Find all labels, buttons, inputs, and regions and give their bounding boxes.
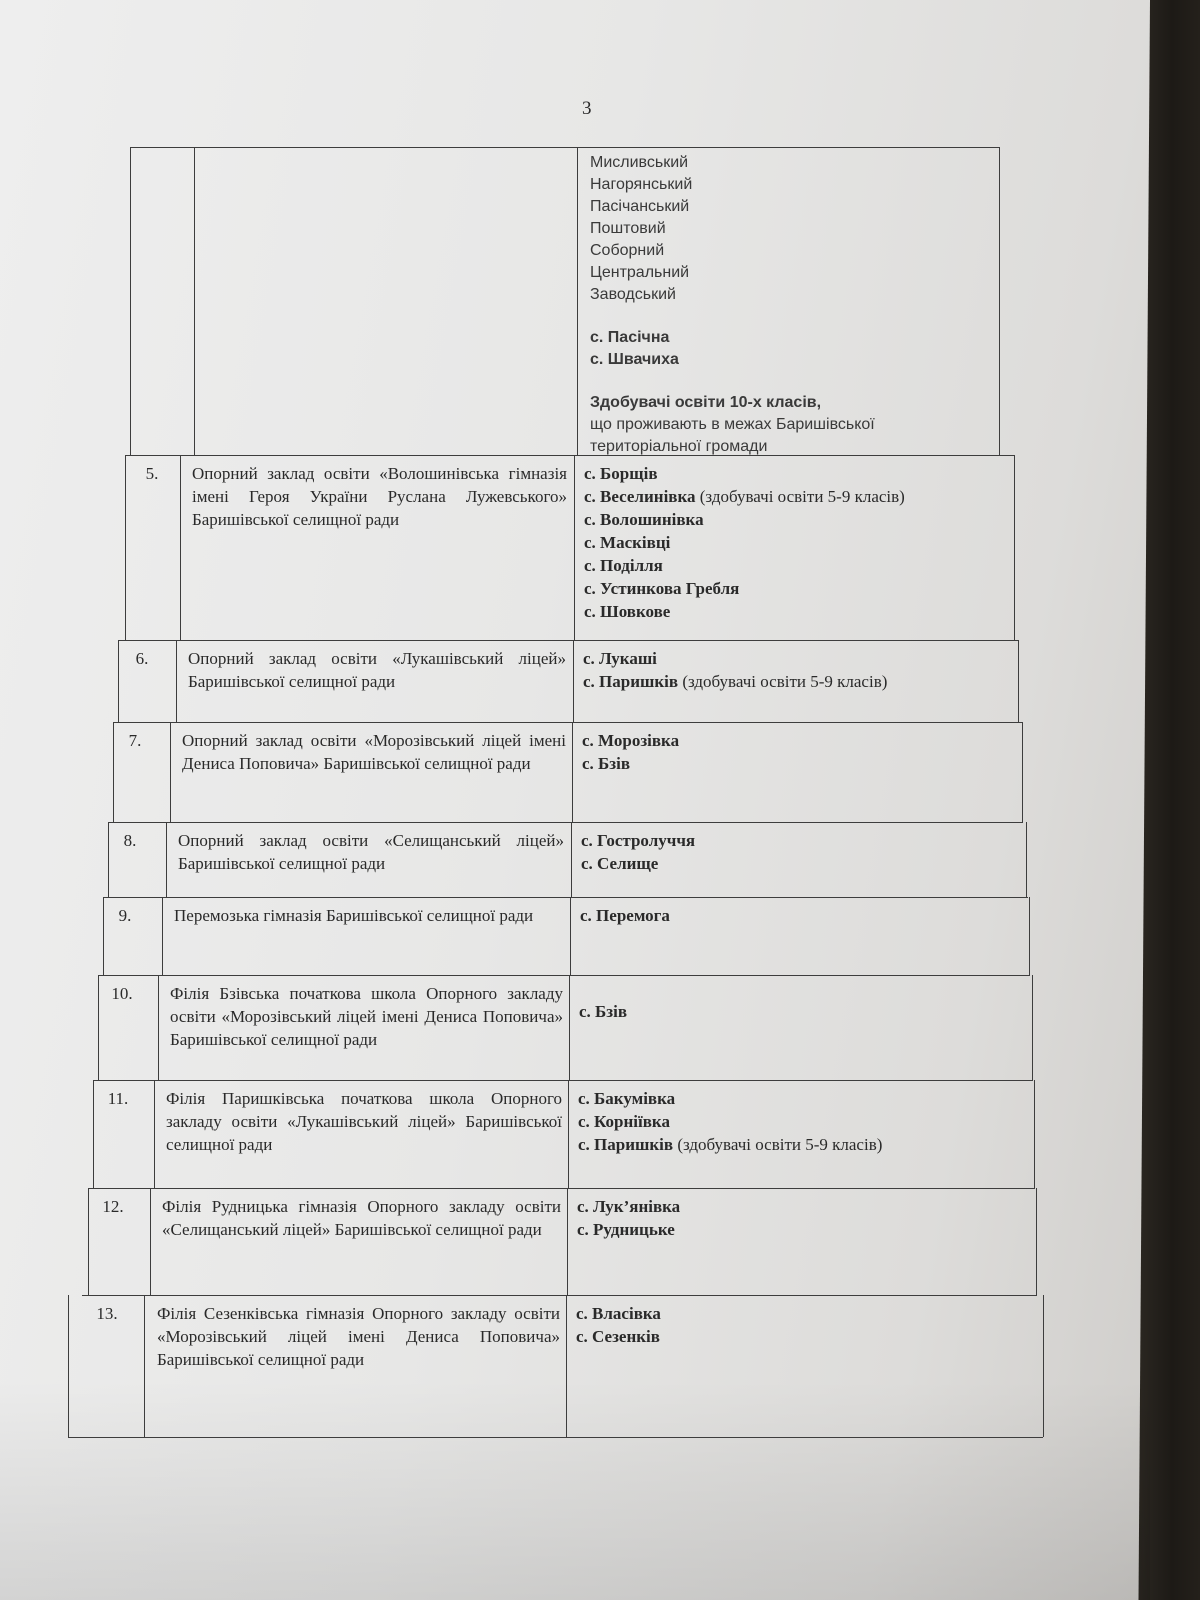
row-number: 12. [102,1197,124,1216]
row-divider [108,822,1023,823]
village-name: с. Перемога [580,906,670,925]
column-border [194,147,195,455]
row-number: 13. [96,1304,118,1323]
column-border [577,147,578,455]
column-border [1018,640,1019,722]
column-border [566,1295,567,1437]
villages-list [583,647,1015,693]
row-divider [103,897,1028,898]
column-border [1043,1295,1044,1437]
column-border [572,722,573,822]
grade-note: (здобувачі освіти 5-9 класів) [695,487,905,506]
column-border [158,975,159,1080]
street-name: Заводський [590,286,676,303]
village-name: с. Бзів [579,1002,628,1021]
village-name: с. Швачиха [590,351,679,368]
column-border [170,722,171,822]
column-border [162,897,163,975]
table-bottom-border [68,1437,1043,1438]
villages-list [582,729,1017,775]
grade-note: (здобувачі освіти 5-9 класів) [673,1135,883,1154]
column-border [1034,1080,1035,1188]
villages-list [581,829,1021,875]
village-name: с. Лукаші [583,649,657,668]
village-name: с. Пасічна [590,329,670,346]
village-name: с. Волошинівка [584,510,704,529]
column-border [1026,822,1027,897]
column-border [568,1080,569,1188]
grade-note: (здобувачі освіти 5-9 класів) [678,672,888,691]
village-name: с. Морозівка [582,731,680,750]
village-name: с. Паришків [578,1135,674,1154]
village-name: с. Бакумівка [578,1089,676,1108]
column-border [1032,975,1033,1080]
school-name: Опорний заклад освіти «Морозівський ліцей імені Дениса Поповича» Баришівської селищної ради [182,731,566,773]
column-border [567,1188,568,1295]
row-number: 6. [135,649,149,668]
villages-list [579,1000,1027,1023]
column-border [1036,1188,1037,1295]
column-border [569,975,570,1080]
column-border [166,822,167,897]
row-divider [113,722,1023,723]
school-name: Філія Сезенківська гімназія Опорного закладу освіти «Морозівський ліцей імені Дениса Поповича» Баришівської селищної ради [157,1304,560,1369]
column-border [571,822,572,897]
row-number: 5. [145,464,159,483]
school-name: Філія Бзівська початкова школа Опорного закладу освіти «Морозівський ліцей імені Дениса Поповича» Баришівської селищної ради [170,984,563,1049]
column-border [150,1188,151,1295]
note-line: що проживають в межах Баришівської [590,416,875,433]
row-number: 10. [111,984,133,1003]
villages-list [576,1302,1036,1348]
villages-list [577,1195,1032,1241]
column-border [130,147,131,455]
column-border [574,455,575,640]
column-border [68,1295,69,1437]
village-name: с. Шовкове [584,602,671,621]
village-name: с. Масківці [584,533,671,552]
row-divider [93,1080,1033,1081]
village-name: с. Власівка [576,1304,661,1323]
column-border [154,1080,155,1188]
school-name: Філія Рудницька гімназія Опорного закладу освіти «Селищанський ліцей» Баришівської селищної ради [162,1197,561,1239]
column-border [1029,897,1030,975]
page-number: 3 [582,98,592,119]
row-number: 9. [118,906,132,925]
row-divider [98,975,1030,976]
village-name: с. Корніївка [578,1112,670,1131]
continued-row-streets [590,152,995,458]
street-name: Соборний [590,242,665,259]
school-name: Опорний заклад освіти «Лукашівський ліцей» Баришівської селищної ради [188,649,566,691]
village-name: с. Лук’янівка [577,1197,681,1216]
village-name: с. Паришків [583,672,679,691]
villages-list [578,1087,1030,1156]
village-name: с. Борщів [584,464,658,483]
street-name: Центральний [590,264,690,281]
school-name: Опорний заклад освіти «Селищанський ліцей» Баришівської селищної ради [178,831,564,873]
note-heading: Здобувачі освіти 10-х класів, [590,394,822,411]
street-name: Мисливський [590,154,689,171]
row-number: 7. [128,731,142,750]
column-border [144,1295,145,1437]
column-border [1022,722,1023,822]
village-name: с. Гостролуччя [581,831,696,850]
column-border [570,897,571,975]
village-name: с. Сезенків [576,1327,660,1346]
table-top-border [130,147,1000,148]
note-line: територіальної громади [590,438,768,455]
street-name: Нагорянський [590,176,693,193]
village-name: с. Устинкова Гребля [584,579,740,598]
column-border [573,640,574,722]
school-name: Опорний заклад освіти «Волошинівська гімназія імені Героя України Руслана Лужевського» Баришівської селищної ради [192,464,567,529]
column-border [176,640,177,722]
village-name: с. Поділля [584,556,663,575]
village-name: с. Селище [581,854,659,873]
row-divider [88,1188,1035,1189]
villages-list [580,904,1025,927]
row-number: 11. [107,1089,129,1108]
column-border [999,147,1000,455]
row-number: 8. [123,831,137,850]
school-name: Філія Паришківська початкова школа Опорного закладу освіти «Лукашівський ліцей» Баришівської селищної ради [166,1089,562,1154]
school-name: Перемозька гімназія Баришівської селищної ради [174,906,534,925]
village-name: с. Рудницьке [577,1220,675,1239]
street-name: Пасічанський [590,198,690,215]
village-name: с. Веселинівка [584,487,696,506]
street-name: Поштовий [590,220,666,237]
villages-list [584,462,1009,623]
row-divider [82,1295,1037,1296]
village-name: с. Бзів [582,754,631,773]
row-divider [118,640,1018,641]
column-border [1014,455,1015,640]
